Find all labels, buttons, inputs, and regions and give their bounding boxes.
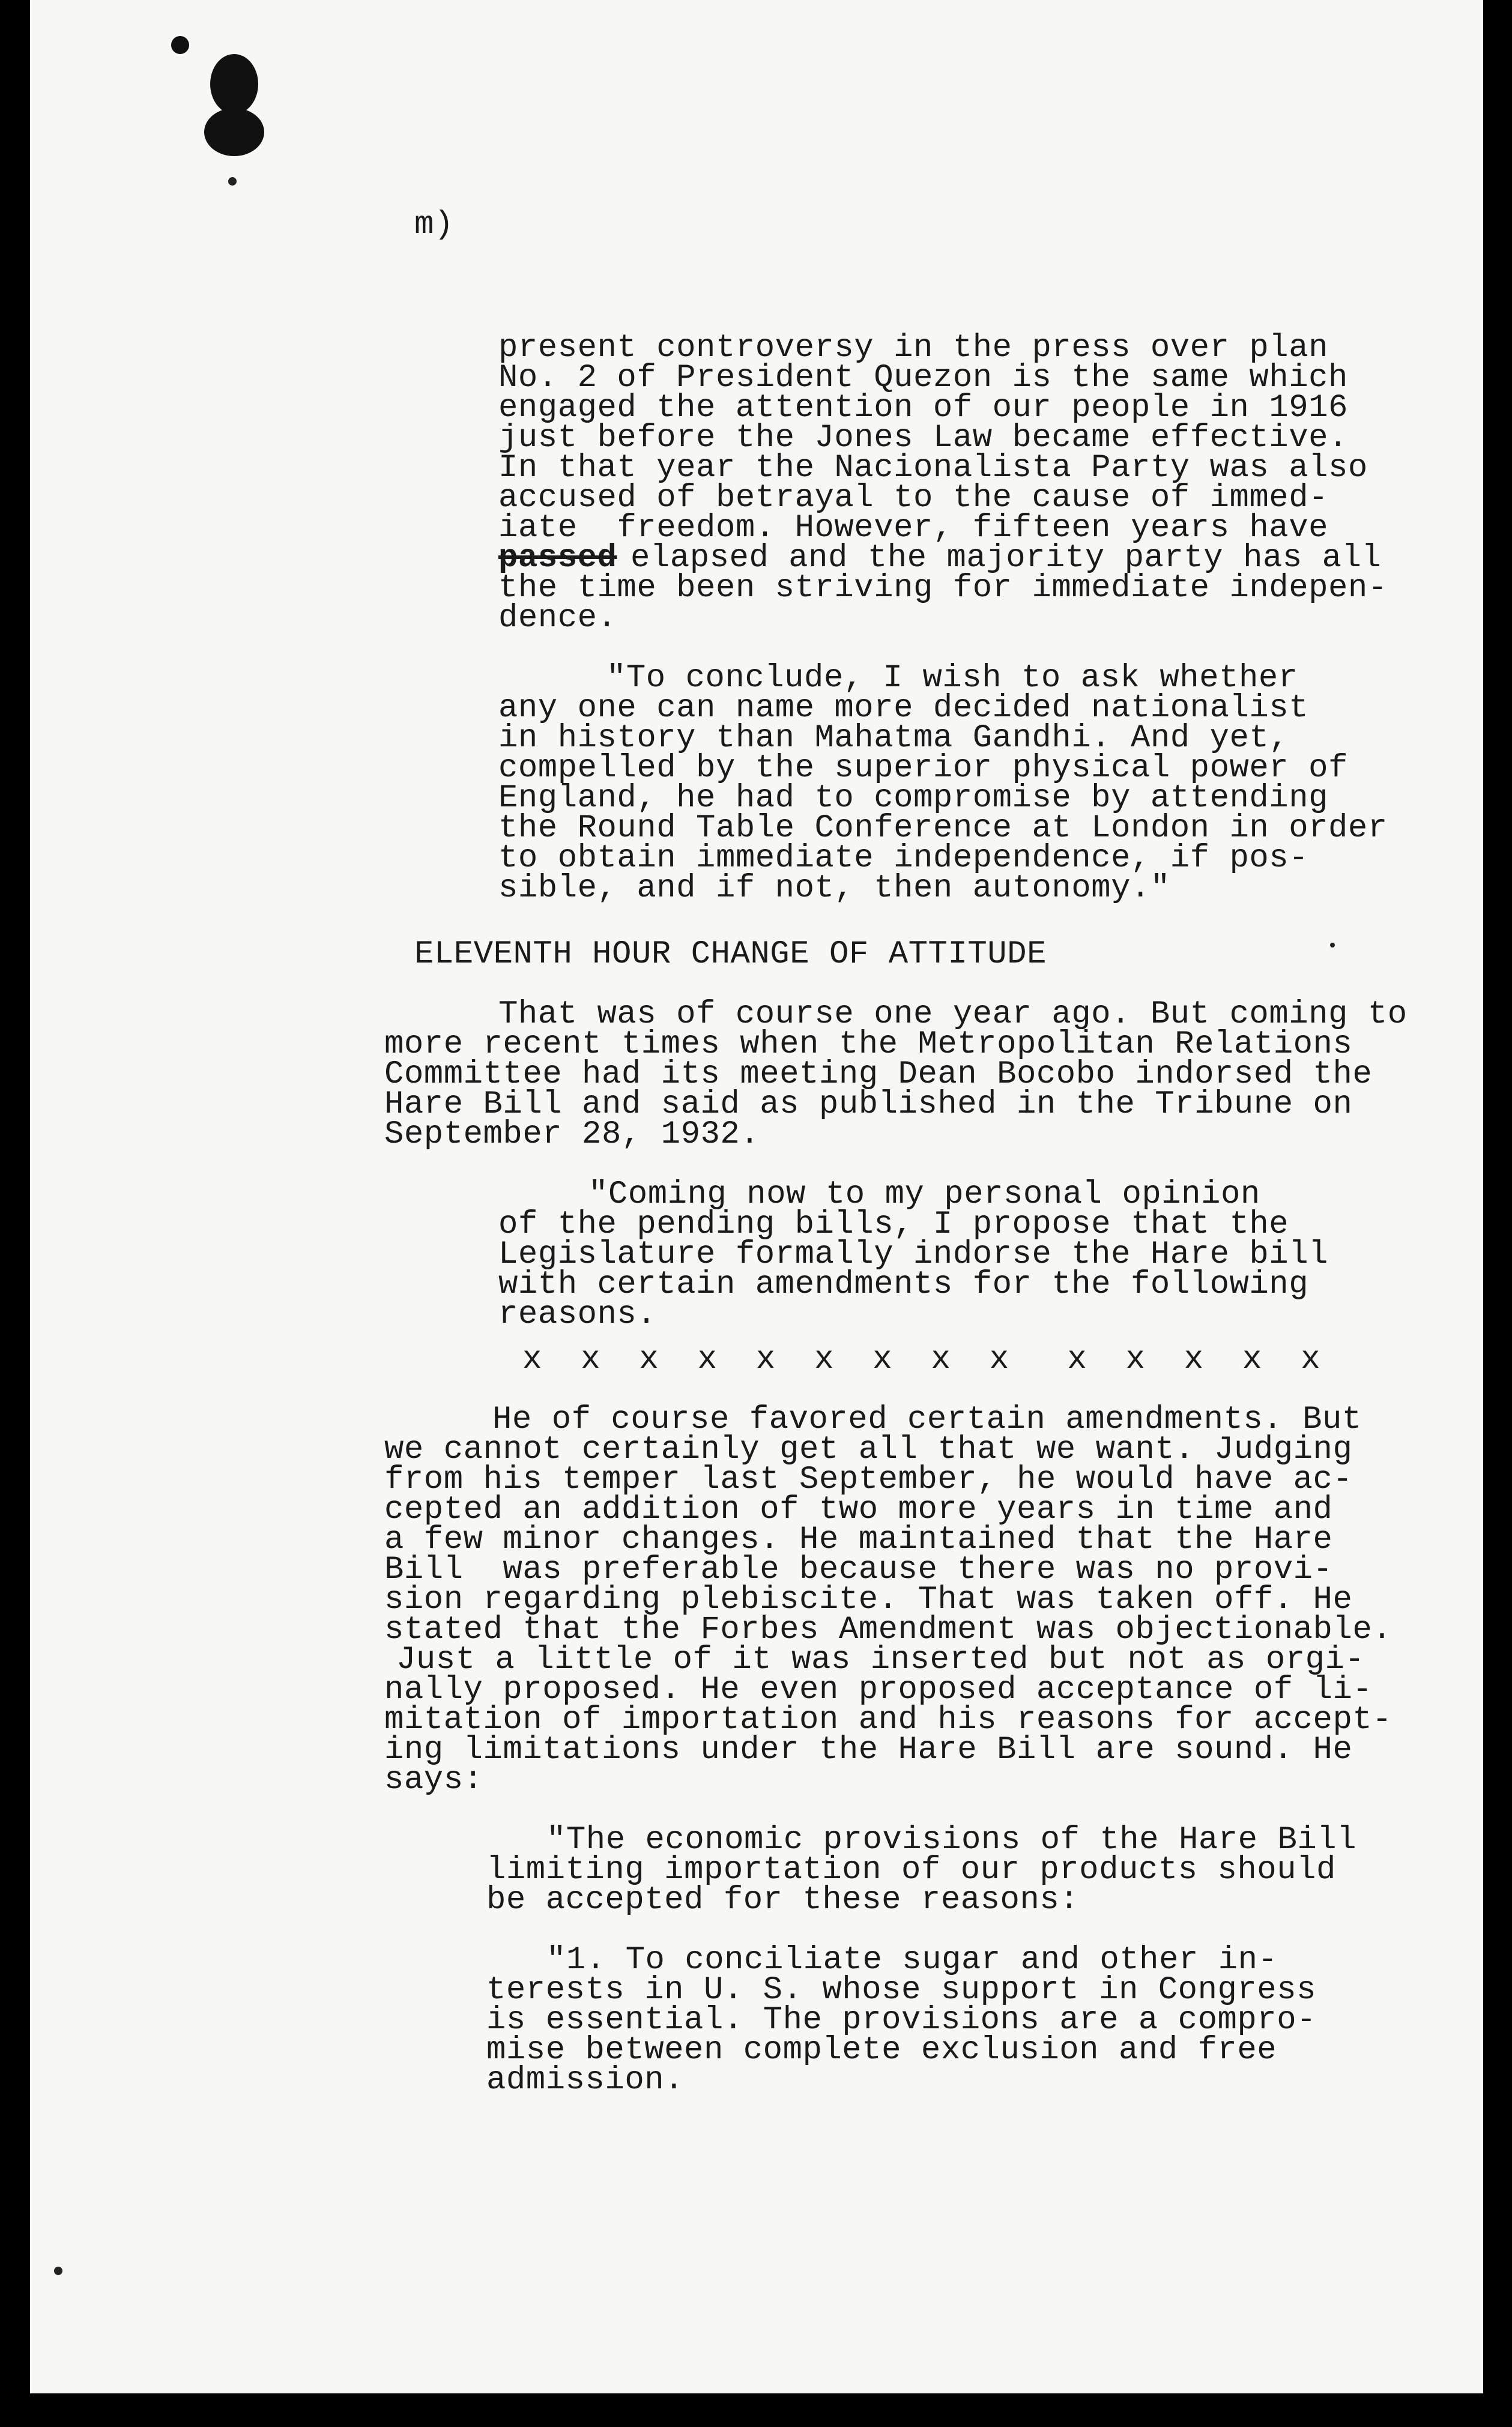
para2-line: Committee had its meeting Dean Bocobo indorsed the bbox=[384, 1056, 1373, 1093]
block1-line: In that year the Nacionalista Party was also bbox=[498, 450, 1368, 486]
ink-blot bbox=[171, 36, 189, 54]
para2-line: September 28, 1932. bbox=[384, 1116, 760, 1153]
quote1-line: England, he had to compromise by attending bbox=[498, 780, 1329, 817]
struck-word: passed bbox=[498, 540, 617, 576]
quote4-line: admission. bbox=[486, 2062, 685, 2099]
para3-line: nally proposed. He even proposed acceptance of li- bbox=[384, 1672, 1373, 1708]
quote1-line: sible, and if not, then autonomy." bbox=[498, 870, 1170, 907]
quote2-line: Legislature formally indorse the Hare bill bbox=[498, 1236, 1329, 1273]
quote1-line: in history than Mahatma Gandhi. And yet, bbox=[498, 720, 1289, 757]
block1-line: present controversy in the press over plan bbox=[498, 330, 1329, 366]
block1-line: accused of betrayal to the cause of immed- bbox=[498, 480, 1329, 516]
section-heading: ELEVENTH HOUR CHANGE OF ATTITUDE bbox=[414, 936, 1047, 973]
omission-marks: x x x x x x x x x x x x x x bbox=[522, 1341, 1320, 1378]
punch-hole-mark bbox=[210, 54, 258, 114]
quote4-line: mise between complete exclusion and free bbox=[486, 2032, 1277, 2069]
ink-speck bbox=[54, 2267, 62, 2275]
quote1-line: any one can name more decided nationalist bbox=[498, 690, 1309, 727]
para3-line: Just a little of it was inserted but not as orgi- bbox=[396, 1642, 1365, 1678]
quote1-line: the Round Table Conference at London in order bbox=[498, 810, 1388, 847]
para3-line: sion regarding plebiscite. That was taken off. He bbox=[384, 1582, 1353, 1618]
para2-line: more recent times when the Metropolitan Relations bbox=[384, 1026, 1353, 1063]
block1-line: engaged the attention of our people in 1916 bbox=[498, 390, 1348, 426]
ink-speck bbox=[228, 177, 237, 186]
block1-line: iate freedom. However, fifteen years have bbox=[498, 510, 1329, 546]
para3-line: stated that the Forbes Amendment was objectionable. bbox=[384, 1612, 1393, 1648]
para2-line: Hare Bill and said as published in the Tribune on bbox=[384, 1086, 1353, 1123]
page-label: m) bbox=[414, 207, 454, 243]
quote3-line: be accepted for these reasons: bbox=[486, 1882, 1080, 1918]
quote4-line: "1. To conciliate sugar and other in- bbox=[546, 1942, 1278, 1978]
para3-line: from his temper last September, he would have ac- bbox=[384, 1461, 1353, 1498]
block1-line: elapsed and the majority party has all bbox=[631, 540, 1382, 576]
quote2-line: reasons. bbox=[498, 1296, 657, 1333]
quote2-line: "Coming now to my personal opinion bbox=[588, 1176, 1260, 1213]
quote4-line: terests in U. S. whose support in Congress bbox=[486, 1972, 1317, 2008]
para3-line: we cannot certainly get all that we want. Judging bbox=[384, 1431, 1353, 1468]
para3-line: ing limitations under the Hare Bill are sound. He bbox=[384, 1732, 1353, 1768]
para3-line: mitation of importation and his reasons for accept- bbox=[384, 1702, 1393, 1738]
quote3-line: limiting importation of our products should bbox=[486, 1852, 1336, 1888]
quote1-line: "To conclude, I wish to ask whether bbox=[606, 660, 1298, 697]
quote3-line: "The economic provisions of the Hare Bill bbox=[546, 1822, 1357, 1858]
block1-line: dence. bbox=[498, 600, 617, 636]
quote1-line: to obtain immediate independence, if pos- bbox=[498, 840, 1309, 877]
para3-line: cepted an addition of two more years in time and bbox=[384, 1492, 1333, 1528]
document-page bbox=[30, 0, 1483, 2393]
quote2-line: of the pending bills, I propose that the bbox=[498, 1206, 1289, 1243]
quote1-line: compelled by the superior physical power of bbox=[498, 750, 1348, 787]
quote2-line: with certain amendments for the following bbox=[498, 1266, 1309, 1303]
para3-line: says: bbox=[384, 1762, 483, 1798]
quote4-line: is essential. The provisions are a compro- bbox=[486, 2002, 1317, 2039]
block1-line: the time been striving for immediate indepen- bbox=[498, 570, 1388, 606]
para3-line: Bill was preferable because there was no provi- bbox=[384, 1552, 1333, 1588]
para2-line: That was of course one year ago. But coming to bbox=[498, 996, 1408, 1033]
ink-speck bbox=[1330, 943, 1335, 948]
para3-line: He of course favored certain amendments. But bbox=[492, 1401, 1362, 1438]
punch-hole-mark-lower bbox=[204, 108, 264, 156]
para3-line: a few minor changes. He maintained that the Hare bbox=[384, 1522, 1333, 1558]
block1-line: No. 2 of President Quezon is the same which bbox=[498, 360, 1348, 396]
block1-line: just before the Jones Law became effective. bbox=[498, 420, 1348, 456]
